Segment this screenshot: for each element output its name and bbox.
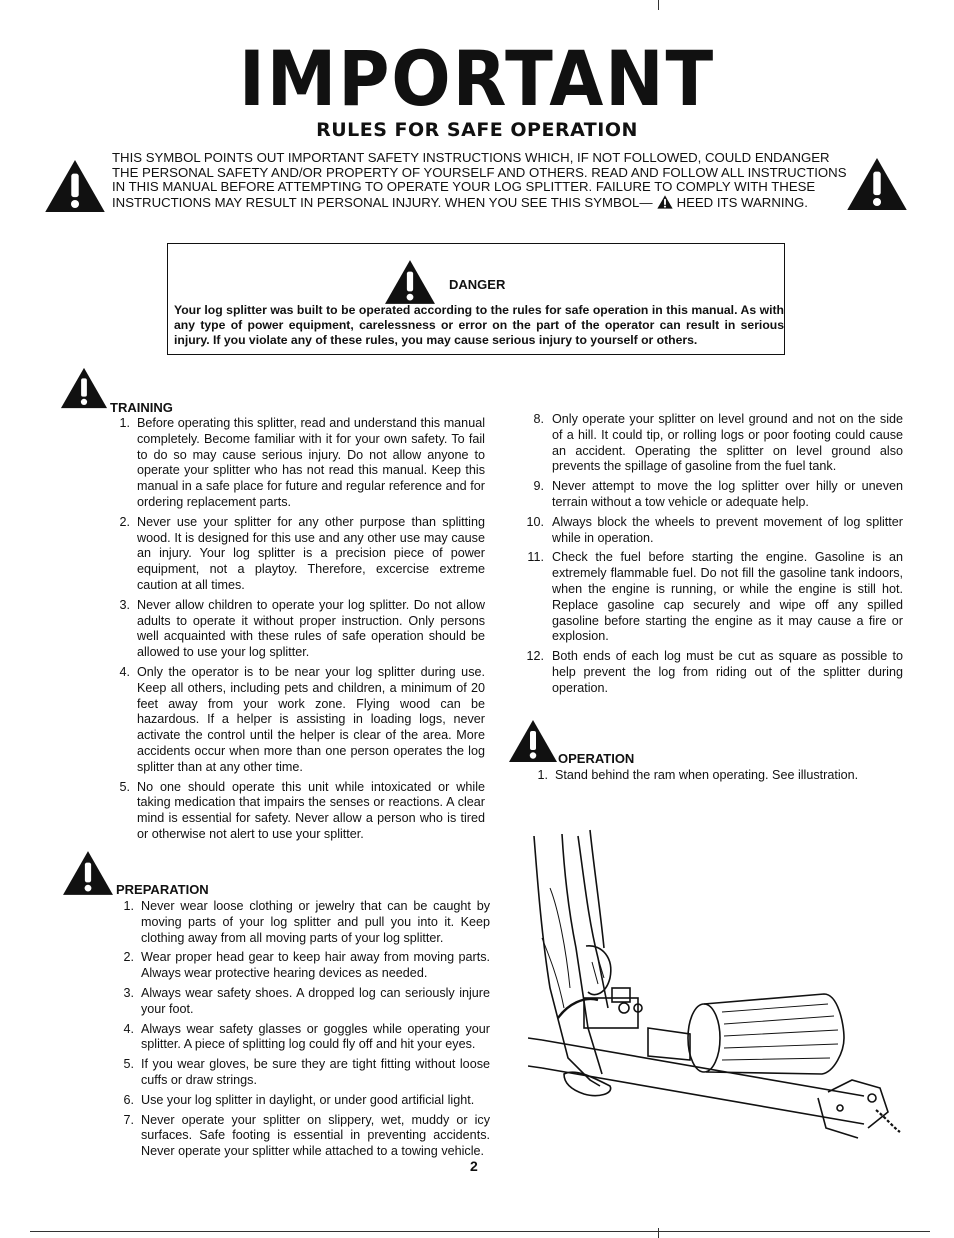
log-splitter-illustration bbox=[528, 828, 910, 1144]
list-item: 11. Check the fuel before starting the engine. Gasoline is an extremely flammable fuel. Do not fill the gasoline tank indoors, when the engine is running, or while the engine is still hot. Replace gasoline cap securely and wipe off any spilled gasoline before starting the engine as it may cause a fire or explosion. bbox=[527, 550, 903, 644]
list-item: 12. Both ends of each log must be cut as square as possible to help prevent the log from riding out of the splitter during operation. bbox=[526, 649, 903, 695]
danger-label: DANGER bbox=[449, 277, 506, 292]
warning-icon bbox=[846, 155, 908, 213]
margin-mark bbox=[658, 0, 659, 10]
list-item: 5. No one should operate this unit while intoxicated or while taking medication that impairs the senses or reactions. A clear mind is essential for safety. Never allow a person who is tired or otherwise not alert to use your splitter. bbox=[119, 779, 485, 841]
section-heading-training: TRAINING bbox=[110, 400, 173, 415]
list-item: 3. Never allow children to operate your log splitter. Do not allow adults to operate it without proper instruction. Only persons well acquainted with these rules of safe operation should be allowed to use your log splitter. bbox=[119, 597, 485, 660]
list-item: 8. Only operate your splitter on level ground and not on the side of a hill. It could tip, or rolling logs or poor footing could cause an accident. Operating the splitter on level ground also prevents the spillage of gasoline from the fuel tank. bbox=[533, 412, 903, 474]
footer-rule bbox=[30, 1231, 930, 1232]
list-item: 1. Never wear loose clothing or jewelry that can be caught by moving parts of your log splitter and pull you into it. Keep clothing away from all moving parts of your log splitter. bbox=[123, 899, 490, 945]
operation-list bbox=[534, 768, 894, 788]
danger-warning-icon bbox=[384, 259, 436, 305]
list-item: 10. Always block the wheels to prevent movement of log splitter while in operation. bbox=[526, 514, 903, 545]
list-item: 4. Always wear safety glasses or goggles while operating your splitter. A piece of splitting log could fly off and hit your eyes. bbox=[123, 1021, 490, 1052]
list-item: 2. Never use your splitter for any other purpose than splitting wood. It is designed for this use and any other use may cause an injury. Your log splitter is a precision piece of power equipment, not a playtoy. Therefore, excercise extreme caution at all times. bbox=[119, 514, 485, 592]
list-item: 1. Stand behind the ram when operating. See illustration. bbox=[537, 768, 859, 782]
section-heading-operation: OPERATION bbox=[558, 751, 635, 766]
training-list bbox=[116, 416, 485, 847]
list-item: 6. Use your log splitter in daylight, or under good artificial light. bbox=[123, 1092, 475, 1107]
section-heading-preparation: PREPARATION bbox=[116, 882, 209, 897]
page-title: IMPORTANT bbox=[238, 34, 716, 123]
list-item: 9. Never attempt to move the log splitter over hilly or uneven terrain without a tow vehicle or adequate help. bbox=[533, 479, 903, 509]
list-item: 7. Never operate your splitter on slippery, wet, muddy or icy surfaces. Safe footing is essential in preventing accidents. Never operate your splitter while attached to a towing vehicle. bbox=[123, 1112, 490, 1159]
list-item: 5. If you wear gloves, be sure they are tight fitting without loose cuffs or draw strings. bbox=[123, 1057, 490, 1087]
training-list-continued bbox=[524, 412, 903, 701]
list-item: 1. Before operating this splitter, read and understand this manual completely. Become familiar with it for your own safety. To fail to do so may cause serious injury. Do not allow anyone to operate your splitter who has not read this manual. Keep this manual in a safe place for future and regular reference and for ordering replacement parts. bbox=[119, 416, 485, 509]
list-item: 3. Always wear safety shoes. A dropped log can seriously injure your foot. bbox=[123, 985, 490, 1016]
intro-text: THIS SYMBOL POINTS OUT IMPORTANT SAFETY INSTRUCTIONS WHICH, IF NOT FOLLOWED, COULD ENDANGER THE PERSONAL SAFETY AND/OR PROPERTY OF YOURSELF AND OTHERS. READ AND FOLLOW ALL INSTRUCTIONS IN THIS MANUAL BEFORE ATTEMPTING TO OPERATE YOUR LOG SPLITTER. FAILURE TO COMPLY WITH THESE INSTRUCTIONS MAY RESULT IN PERSONAL INJURY. WHEN YOU SEE THIS SYMBOL— bbox=[112, 150, 847, 211]
preparation-warning-icon bbox=[62, 850, 114, 896]
page-subtitle: RULES FOR SAFE OPERATION bbox=[316, 119, 638, 141]
margin-mark bbox=[658, 1228, 659, 1238]
intro-tail: HEED ITS WARNING. bbox=[676, 195, 808, 211]
training-warning-icon bbox=[60, 366, 108, 410]
list-item: 2. Wear proper head gear to keep hair away from moving parts. Always wear protective hearing devices as needed. bbox=[123, 950, 490, 981]
warning-icon bbox=[657, 195, 673, 209]
safety-symbol-intro bbox=[112, 151, 847, 211]
page-number: 2 bbox=[470, 1158, 478, 1174]
preparation-list bbox=[120, 899, 490, 1164]
list-item: 4. Only the operator is to be near your log splitter during use. Keep all others, including pets and children, a minimum of 20 feet away from your work zone. Flying wood can be hazardous. If a helper is assisting in loading logs, never activate the control until the helper is clear of the area. More accidents occur when more than one person operates the log splitter than at any other time. bbox=[119, 664, 485, 774]
warning-icon bbox=[44, 157, 106, 215]
operation-warning-icon bbox=[508, 718, 558, 764]
danger-text: Your log splitter was built to be operated according to the rules for safe operation in this manual. As with any type of power equipment, carelessness or error on the part of the operator can result in serious injury. If you violate any of these rules, you may cause serious injury to yourself or others. bbox=[174, 303, 784, 347]
